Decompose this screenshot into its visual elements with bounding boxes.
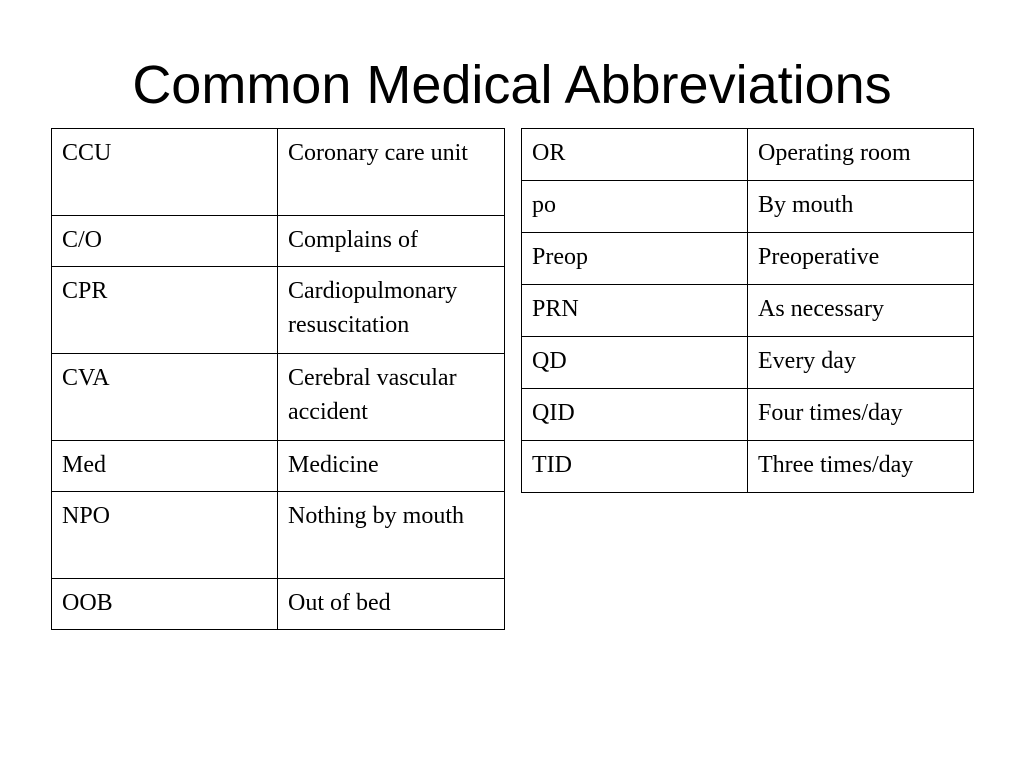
abbreviation-cell: QID <box>522 389 748 441</box>
meaning-cell: Operating room <box>748 129 974 181</box>
meaning-cell: Every day <box>748 337 974 389</box>
table-row <box>52 354 505 441</box>
abbreviation-cell: Preop <box>522 233 748 285</box>
table-row <box>522 233 974 285</box>
meaning-cell: As necessary <box>748 285 974 337</box>
table-row <box>522 389 974 441</box>
table-row <box>52 129 505 216</box>
meaning-cell: Preoperative <box>748 233 974 285</box>
meaning-cell: By mouth <box>748 181 974 233</box>
meaning-cell: Complains of <box>278 216 505 267</box>
abbreviation-cell: Med <box>52 441 278 492</box>
table-row <box>522 337 974 389</box>
table-row <box>522 441 974 493</box>
table-row <box>52 267 505 354</box>
abbreviation-cell: TID <box>522 441 748 493</box>
abbreviation-cell: NPO <box>52 492 278 579</box>
abbreviations-table-left <box>51 128 505 630</box>
table-row <box>52 492 505 579</box>
meaning-cell: Nothing by mouth <box>278 492 505 579</box>
table-row <box>52 579 505 630</box>
slide-title: Common Medical Abbreviations <box>132 55 892 115</box>
abbreviation-cell: C/O <box>52 216 278 267</box>
abbreviations-table-right <box>521 128 974 493</box>
meaning-cell: Coronary care unit <box>278 129 505 216</box>
abbreviation-cell: CCU <box>52 129 278 216</box>
table-row <box>522 129 974 181</box>
abbreviation-cell: OR <box>522 129 748 181</box>
meaning-cell: Cardiopulmonary resuscitation <box>278 267 505 354</box>
meaning-cell: Four times/day <box>748 389 974 441</box>
abbreviation-cell: po <box>522 181 748 233</box>
meaning-cell: Three times/day <box>748 441 974 493</box>
meaning-cell: Medicine <box>278 441 505 492</box>
table-row <box>52 441 505 492</box>
table-row <box>52 216 505 267</box>
abbreviation-cell: CVA <box>52 354 278 441</box>
meaning-cell: Out of bed <box>278 579 505 630</box>
abbreviation-cell: CPR <box>52 267 278 354</box>
abbreviation-cell: OOB <box>52 579 278 630</box>
table-row <box>522 285 974 337</box>
abbreviation-cell: PRN <box>522 285 748 337</box>
table-row <box>522 181 974 233</box>
meaning-cell: Cerebral vascular accident <box>278 354 505 441</box>
abbreviation-cell: QD <box>522 337 748 389</box>
